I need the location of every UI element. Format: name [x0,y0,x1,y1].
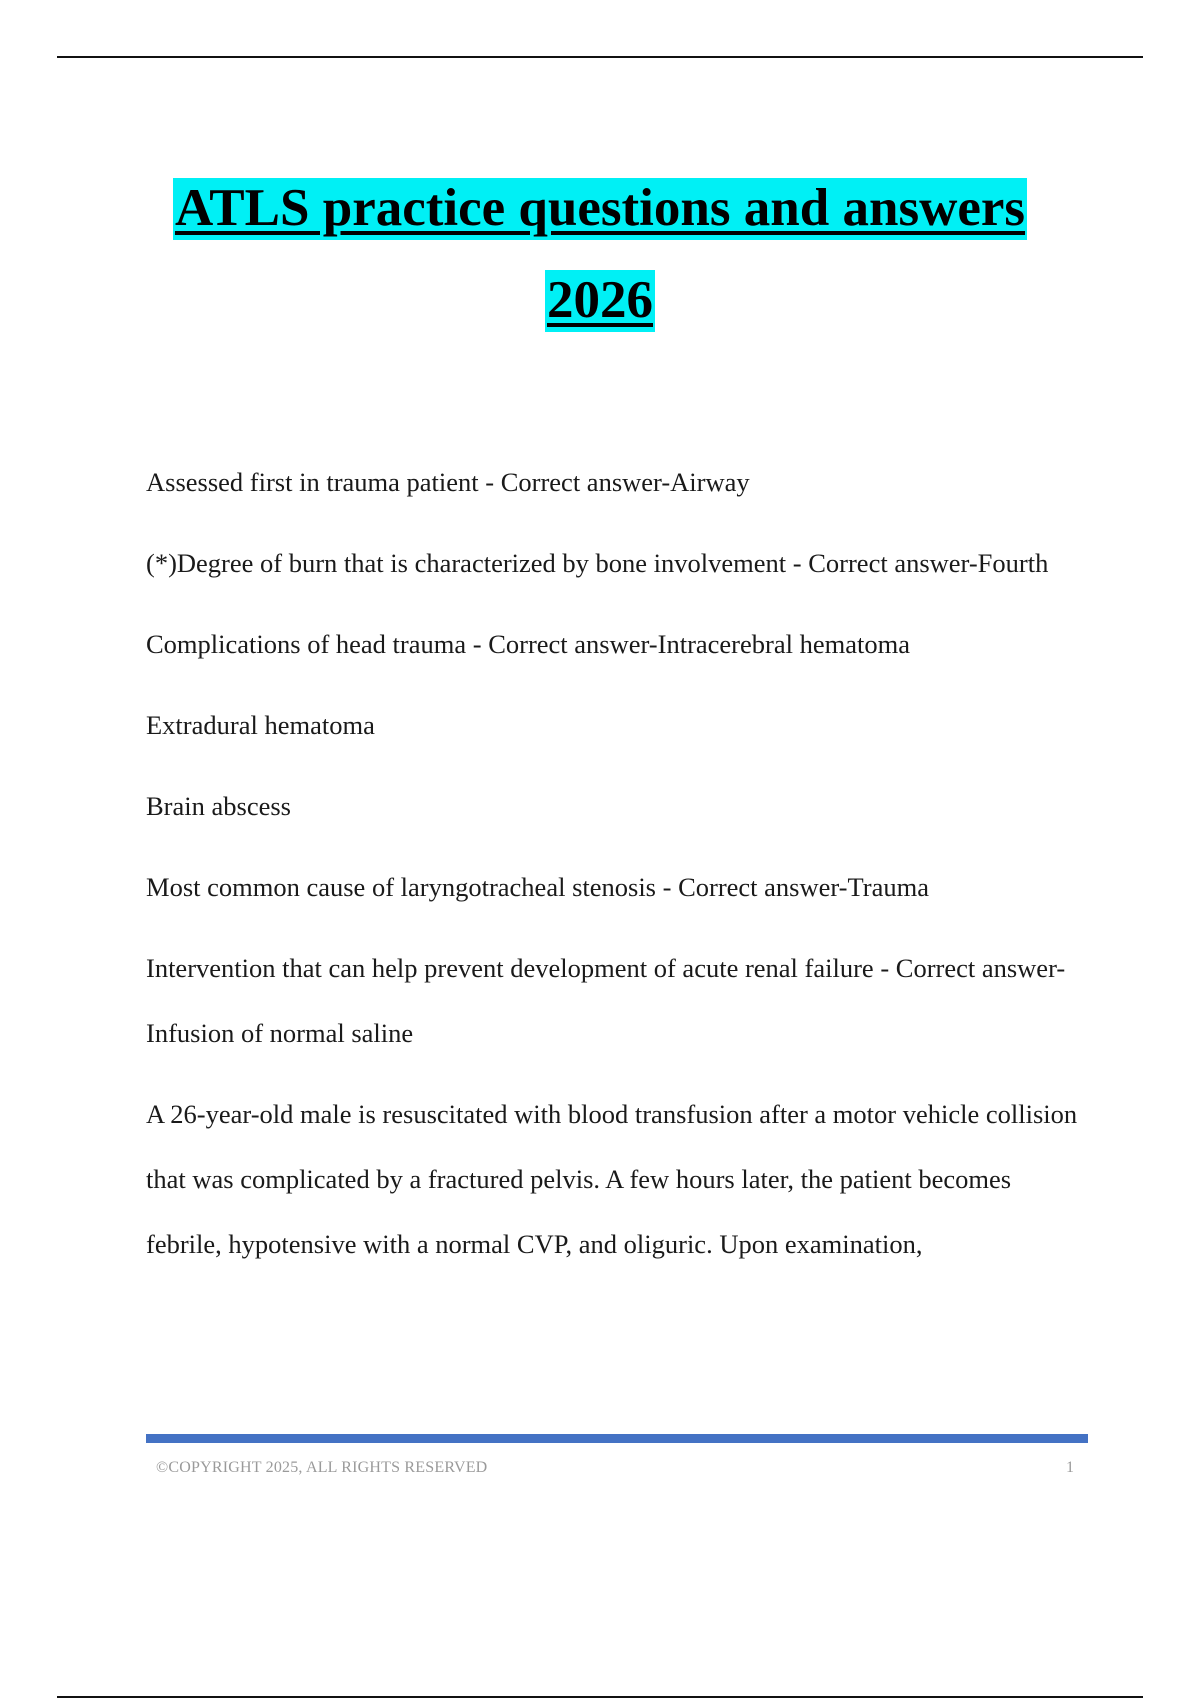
paragraph-6: Most common cause of laryngotracheal stenosis - Correct answer-Trauma [146,872,929,902]
footer-copyright: ©COPYRIGHT 2025, ALL RIGHTS RESERVED [156,1459,488,1476]
top-rule [57,56,1143,58]
paragraph-7: Intervention that can help prevent development of acute renal failure - Correct answer-Infusion of normal saline [146,953,1066,1048]
bottom-rule [57,1696,1143,1698]
paragraph-1: Assessed first in trauma patient - Correct answer-Airway [146,467,750,497]
document-title [0,178,1200,332]
document-body [146,450,1086,1277]
footer-page-number: 1 [1066,1459,1074,1476]
paragraph-8: A 26-year-old male is resuscitated with blood transfusion after a motor vehicle collision that was complicated by a fractured pelvis. A few hours later, the patient becomes febrile, hypotensive with a normal CVP, and oliguric. Upon examination, [146,1099,1078,1259]
title-line-1: ATLS practice questions and answers [173,178,1027,240]
title-line-2: 2026 [545,270,655,332]
paragraph-4: Extradural hematoma [146,710,375,740]
footer-divider-bar [146,1434,1088,1443]
paragraph-5: Brain abscess [146,791,291,821]
paragraph-3: Complications of head trauma - Correct answer-Intracerebral hematoma [146,629,910,659]
paragraph-2: (*)Degree of burn that is characterized by bone involvement - Correct answer-Fourth [146,548,1049,578]
